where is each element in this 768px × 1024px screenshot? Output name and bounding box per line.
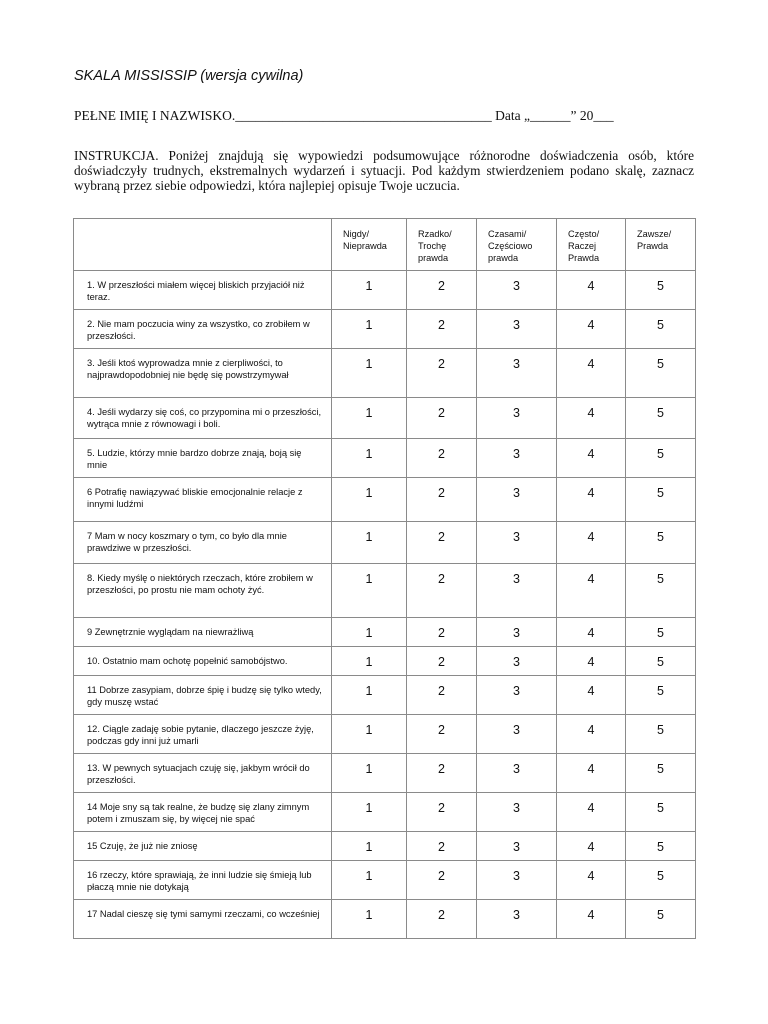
table-row: [74, 398, 696, 439]
scale-value-3[interactable]: 3: [477, 271, 557, 310]
scale-value-4[interactable]: 4: [557, 439, 626, 478]
name-date-line: PEŁNE IMIĘ I NAZWISKO.______________________________________ Data „______” 20___: [74, 108, 614, 123]
scale-value-3[interactable]: 3: [477, 349, 557, 398]
scale-value-1[interactable]: 1: [332, 715, 407, 754]
scale-value-3[interactable]: 3: [477, 715, 557, 754]
statement-cell: 13. W pewnych sytuacjach czuję się, jakbym wrócił do przeszłości.: [74, 754, 332, 793]
statement-cell: 17 Nadal cieszę się tymi samymi rzeczami, co wcześniej: [74, 900, 332, 939]
scale-value-2[interactable]: 2: [407, 754, 477, 793]
header-never: Nigdy/ Nieprawda: [332, 219, 407, 271]
scale-value-5[interactable]: 5: [626, 271, 696, 310]
scale-value-2[interactable]: 2: [407, 900, 477, 939]
scale-value-2[interactable]: 2: [407, 676, 477, 715]
scale-value-5[interactable]: 5: [626, 754, 696, 793]
statement-cell: 15 Czuję, że już nie zniosę: [74, 832, 332, 861]
scale-value-1[interactable]: 1: [332, 647, 407, 676]
statement-cell: 12. Ciągle zadaję sobie pytanie, dlaczego jeszcze żyję, podczas gdy inni już umarli: [74, 715, 332, 754]
scale-value-4[interactable]: 4: [557, 832, 626, 861]
scale-value-3[interactable]: 3: [477, 900, 557, 939]
table-row: [74, 522, 696, 564]
table-row: [74, 793, 696, 832]
table-row: [74, 754, 696, 793]
scale-value-4[interactable]: 4: [557, 793, 626, 832]
table-row: [74, 618, 696, 647]
statement-cell: 11 Dobrze zasypiam, dobrze śpię i budzę się tylko wtedy, gdy muszę wstać: [74, 676, 332, 715]
scale-value-3[interactable]: 3: [477, 478, 557, 522]
table-row: [74, 647, 696, 676]
scale-value-2[interactable]: 2: [407, 861, 477, 900]
scale-value-4[interactable]: 4: [557, 900, 626, 939]
scale-value-2[interactable]: 2: [407, 310, 477, 349]
scale-value-4[interactable]: 4: [557, 310, 626, 349]
statement-cell: 14 Moje sny są tak realne, że budzę się zlany zimnym potem i zmuszam się, by więcej nie spać: [74, 793, 332, 832]
statement-cell: 7 Mam w nocy koszmary o tym, co było dla mnie prawdziwe w przeszłości.: [74, 522, 332, 564]
scale-value-3[interactable]: 3: [477, 676, 557, 715]
scale-value-1[interactable]: 1: [332, 439, 407, 478]
scale-value-2[interactable]: 2: [407, 478, 477, 522]
table-body: [74, 271, 696, 939]
statement-header-cell: [74, 219, 332, 271]
scale-value-2[interactable]: 2: [407, 271, 477, 310]
table-header-row: [74, 219, 696, 271]
scale-value-5[interactable]: 5: [626, 522, 696, 564]
scale-value-1[interactable]: 1: [332, 793, 407, 832]
scale-value-5[interactable]: 5: [626, 832, 696, 861]
table-row: [74, 676, 696, 715]
scale-value-4[interactable]: 4: [557, 349, 626, 398]
scale-value-4[interactable]: 4: [557, 522, 626, 564]
scale-value-4[interactable]: 4: [557, 861, 626, 900]
scale-value-3[interactable]: 3: [477, 618, 557, 647]
scale-value-1[interactable]: 1: [332, 398, 407, 439]
scale-value-1[interactable]: 1: [332, 310, 407, 349]
scale-value-5[interactable]: 5: [626, 349, 696, 398]
scale-value-3[interactable]: 3: [477, 310, 557, 349]
table-row: [74, 478, 696, 522]
questionnaire-table: [73, 218, 696, 939]
table-row: [74, 271, 696, 310]
scale-value-2[interactable]: 2: [407, 647, 477, 676]
statement-cell: 6 Potrafię nawiązywać bliskie emocjonalnie relacje z innymi ludźmi: [74, 478, 332, 522]
scale-value-5[interactable]: 5: [626, 310, 696, 349]
statement-cell: 1. W przeszłości miałem więcej bliskich przyjaciół niż teraz.: [74, 271, 332, 310]
document-title: SKALA MISSISSIP (wersja cywilna): [74, 68, 304, 84]
table-row: [74, 310, 696, 349]
scale-value-4[interactable]: 4: [557, 398, 626, 439]
scale-value-2[interactable]: 2: [407, 715, 477, 754]
scale-value-1[interactable]: 1: [332, 676, 407, 715]
statement-cell: 9 Zewnętrznie wyglądam na niewrażliwą: [74, 618, 332, 647]
scale-value-4[interactable]: 4: [557, 271, 626, 310]
statement-cell: 10. Ostatnio mam ochotę popełnić samobójstwo.: [74, 647, 332, 676]
scale-value-5[interactable]: 5: [626, 618, 696, 647]
header-often: Często/ Raczej Prawda: [557, 219, 626, 271]
scale-value-3[interactable]: 3: [477, 793, 557, 832]
scale-value-4[interactable]: 4: [557, 478, 626, 522]
scale-value-1[interactable]: 1: [332, 478, 407, 522]
table-row: [74, 439, 696, 478]
scale-value-5[interactable]: 5: [626, 900, 696, 939]
table-row: [74, 832, 696, 861]
scale-value-5[interactable]: 5: [626, 439, 696, 478]
scale-value-1[interactable]: 1: [332, 349, 407, 398]
scale-value-2[interactable]: 2: [407, 349, 477, 398]
scale-value-1[interactable]: 1: [332, 832, 407, 861]
scale-value-3[interactable]: 3: [477, 832, 557, 861]
scale-value-1[interactable]: 1: [332, 522, 407, 564]
table-row: [74, 861, 696, 900]
scale-value-3[interactable]: 3: [477, 647, 557, 676]
scale-value-2[interactable]: 2: [407, 398, 477, 439]
scale-value-2[interactable]: 2: [407, 522, 477, 564]
statement-cell: 16 rzeczy, które sprawiają, że inni ludzie się śmieją lub płaczą mnie nie dotykają: [74, 861, 332, 900]
scale-value-5[interactable]: 5: [626, 676, 696, 715]
scale-value-2[interactable]: 2: [407, 439, 477, 478]
scale-value-1[interactable]: 1: [332, 271, 407, 310]
scale-value-3[interactable]: 3: [477, 861, 557, 900]
scale-value-4[interactable]: 4: [557, 647, 626, 676]
scale-value-1[interactable]: 1: [332, 754, 407, 793]
statement-cell: 4. Jeśli wydarzy się coś, co przypomina mi o przeszłości, wytrąca mnie z równowagi i boli.: [74, 398, 332, 439]
scale-value-5[interactable]: 5: [626, 478, 696, 522]
scale-value-3[interactable]: 3: [477, 439, 557, 478]
scale-value-4[interactable]: 4: [557, 618, 626, 647]
scale-value-1[interactable]: 1: [332, 900, 407, 939]
scale-value-2[interactable]: 2: [407, 832, 477, 861]
scale-value-2[interactable]: 2: [407, 618, 477, 647]
scale-value-4[interactable]: 4: [557, 754, 626, 793]
scale-value-4[interactable]: 4: [557, 715, 626, 754]
scale-value-5[interactable]: 5: [626, 715, 696, 754]
scale-value-1[interactable]: 1: [332, 618, 407, 647]
statement-cell: 5. Ludzie, którzy mnie bardzo dobrze znają, boją się mnie: [74, 439, 332, 478]
statement-cell: 8. Kiedy myślę o niektórych rzeczach, które zrobiłem w przeszłości, po prostu nie mam ochoty żyć.: [74, 564, 332, 618]
table-row: [74, 564, 696, 618]
statement-cell: 3. Jeśli ktoś wyprowadza mnie z cierpliwości, to najprawdopodobniej nie będę się powstrzymywał: [74, 349, 332, 398]
scale-value-3[interactable]: 3: [477, 564, 557, 618]
scale-value-1[interactable]: 1: [332, 564, 407, 618]
scale-value-2[interactable]: 2: [407, 793, 477, 832]
scale-value-5[interactable]: 5: [626, 398, 696, 439]
scale-value-3[interactable]: 3: [477, 522, 557, 564]
scale-value-3[interactable]: 3: [477, 398, 557, 439]
scale-value-4[interactable]: 4: [557, 676, 626, 715]
scale-value-5[interactable]: 5: [626, 564, 696, 618]
table-row: [74, 900, 696, 939]
header-always: Zawsze/ Prawda: [626, 219, 696, 271]
scale-value-1[interactable]: 1: [332, 861, 407, 900]
scale-value-2[interactable]: 2: [407, 564, 477, 618]
table-row: [74, 715, 696, 754]
scale-value-5[interactable]: 5: [626, 647, 696, 676]
scale-value-3[interactable]: 3: [477, 754, 557, 793]
scale-value-5[interactable]: 5: [626, 861, 696, 900]
header-sometimes: Czasami/ Częściowo prawda: [477, 219, 557, 271]
header-rarely: Rzadko/ Trochę prawda: [407, 219, 477, 271]
statement-cell: 2. Nie mam poczucia winy za wszystko, co zrobiłem w przeszłości.: [74, 310, 332, 349]
scale-value-5[interactable]: 5: [626, 793, 696, 832]
scale-value-4[interactable]: 4: [557, 564, 626, 618]
table-row: [74, 349, 696, 398]
instruction-paragraph: INSTRUKCJA. Poniżej znajdują się wypowiedzi podsumowujące różnorodne doświadczenia osób, które doświadczyły trudnych, ekstremalnych wydarzeń i sytuacji. Pod każdym stwierdzeniem podano skalę, zaznacz wybraną przez siebie odpowiedzi, która najlepiej opisuje Twoje uczucia.: [74, 148, 694, 193]
